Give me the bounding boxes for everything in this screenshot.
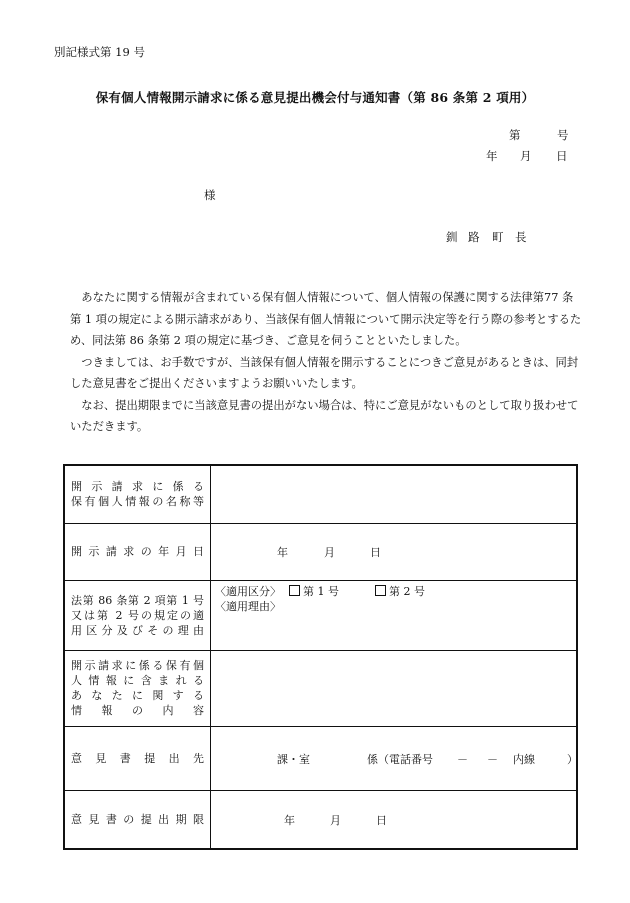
sender-char: 釧 — [446, 230, 458, 244]
field-submission-destination[interactable]: 課・室 係（電話番号 － － 内線 ） — [211, 726, 578, 790]
sender-char: 長 — [515, 230, 527, 244]
form-number: 別記様式第 19 号 — [54, 45, 145, 59]
checkbox-icon[interactable] — [289, 585, 300, 596]
document-title: 保有個人情報開示請求に係る意見提出機会付与通知書（第 86 条第 2 項用） — [95, 90, 535, 105]
label-applicable-category: 法第 86 条第 2 項第 1 号 又は第 2 号の規定の適 用区分及びその理由 — [64, 580, 211, 650]
row-request-date — [64, 523, 577, 580]
reference-go: 号 — [557, 128, 569, 142]
reference-dai: 第 — [509, 128, 521, 142]
sender-char: 路 — [468, 230, 480, 244]
label-info-name: 開示請求に係る 保有個人情報の名称等 — [64, 465, 211, 523]
label-submission-deadline: 意見書の提出期限 — [64, 790, 211, 849]
body-text — [70, 287, 582, 438]
field-submission-deadline[interactable]: 年 月 日 — [211, 790, 578, 849]
body-paragraph-1: あなたに関する情報が含まれている保有個人情報について、個人情報の保護に関する法律第77 条第 1 項の規定による開示請求があり、当該保有個人情報について開示決定等を行う際の参考とするため、同法第 86 条第 2 項の規定に基づき、ご意見を伺うことといたしました。 — [70, 291, 582, 347]
date-month: 月 — [520, 149, 532, 163]
row-submission-destination — [64, 726, 577, 790]
field-info-content[interactable] — [211, 650, 578, 726]
body-paragraph-3: なお、提出期限までに当該意見書の提出がない場合は、特にご意見がないものとして取り扱わせていただきます。 — [70, 398, 579, 433]
sender-char: 町 — [492, 230, 504, 244]
date-year: 年 — [486, 149, 498, 163]
field-request-date[interactable]: 年 月 日 — [211, 523, 578, 580]
row-applicable-category — [64, 580, 577, 650]
field-applicable-category[interactable]: 〈適用区分〉 第 1 号 第 2 号 〈適用理由〉 — [211, 580, 578, 650]
date-day: 日 — [556, 149, 568, 163]
body-paragraph-2: つきましては、お手数ですが、当該保有個人情報を開示することにつきご意見があるときは、同封した意見書をご提出くださいますようお願いいたします。 — [70, 355, 579, 390]
label-info-content: 開示請求に係る保有個 人情報に含まれる あなたに関する 情報の内容 — [64, 650, 211, 726]
row-submission-deadline — [64, 790, 577, 849]
option-item-1[interactable]: 第 1 号 — [289, 584, 339, 599]
row-info-name — [64, 465, 577, 523]
field-info-name[interactable] — [211, 465, 578, 523]
row-info-content — [64, 650, 577, 726]
label-submission-destination: 意見書提出先 — [64, 726, 211, 790]
option-item-2[interactable]: 第 2 号 — [375, 584, 425, 599]
label-request-date: 開示請求の年月日 — [64, 523, 211, 580]
checkbox-icon[interactable] — [375, 585, 386, 596]
recipient-sama: 様 — [204, 188, 216, 202]
notice-form-table — [63, 464, 578, 850]
